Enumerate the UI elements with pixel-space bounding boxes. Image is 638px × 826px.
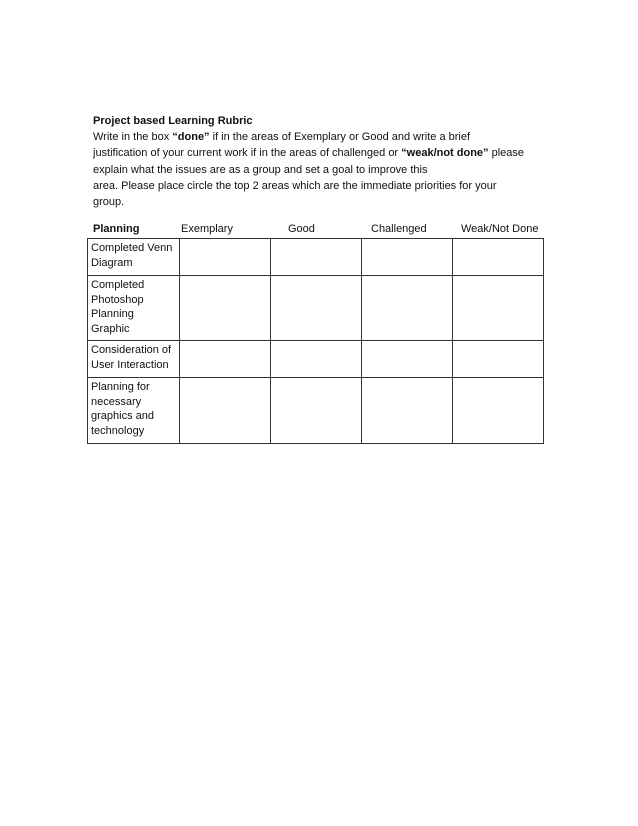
done-keyword: “done” [172,131,210,144]
cell-challenged[interactable] [362,276,453,341]
instruction-line-2 [93,145,563,161]
instruction-text: if in the areas of Exemplary or Good and write a brief [209,131,471,144]
cell-exemplary[interactable] [180,341,271,378]
cell-challenged[interactable] [362,239,453,276]
instruction-text: Write in the box [93,131,173,144]
cell-challenged[interactable] [362,378,453,444]
rubric-header-row [93,223,563,239]
rubric-table [87,238,544,444]
row-label-graphics-technology: Planning for necessary graphics and technology [88,378,180,444]
header-good: Good [288,223,315,235]
cell-good[interactable] [271,239,362,276]
instruction-line-1 [93,129,563,145]
instructions-block [93,113,563,210]
instruction-line-3: explain what the issues are as a group and set a goal to improve this [93,163,428,176]
page-title: Project based Learning Rubric [93,115,253,127]
cell-good[interactable] [271,378,362,444]
weak-not-done-keyword: “weak/not done” [401,147,489,160]
cell-weak-not-done[interactable] [453,378,544,444]
cell-exemplary[interactable] [180,239,271,276]
cell-challenged[interactable] [362,341,453,378]
table-row [88,239,544,276]
table-row [88,341,544,378]
cell-weak-not-done[interactable] [453,239,544,276]
row-label-venn-diagram: Completed Venn Diagram [88,239,180,276]
instruction-line-5: group. [93,196,125,209]
cell-good[interactable] [271,341,362,378]
instruction-text: justification of your current work if in the areas of challenged or [93,147,402,160]
header-exemplary: Exemplary [181,223,233,235]
cell-exemplary[interactable] [180,378,271,444]
header-weak-not-done: Weak/Not Done [461,223,539,235]
header-challenged: Challenged [371,223,427,235]
cell-weak-not-done[interactable] [453,341,544,378]
instruction-line-4: area. Please place circle the top 2 areas which are the immediate priorities for your [93,179,497,192]
row-label-photoshop-graphic: Completed Photoshop Planning Graphic [88,276,180,341]
table-row [88,378,544,444]
cell-exemplary[interactable] [180,276,271,341]
table-row [88,276,544,341]
header-planning: Planning [93,223,140,235]
row-label-user-interaction: Consideration of User Interaction [88,341,180,378]
instruction-text: please [488,147,525,160]
cell-good[interactable] [271,276,362,341]
cell-weak-not-done[interactable] [453,276,544,341]
